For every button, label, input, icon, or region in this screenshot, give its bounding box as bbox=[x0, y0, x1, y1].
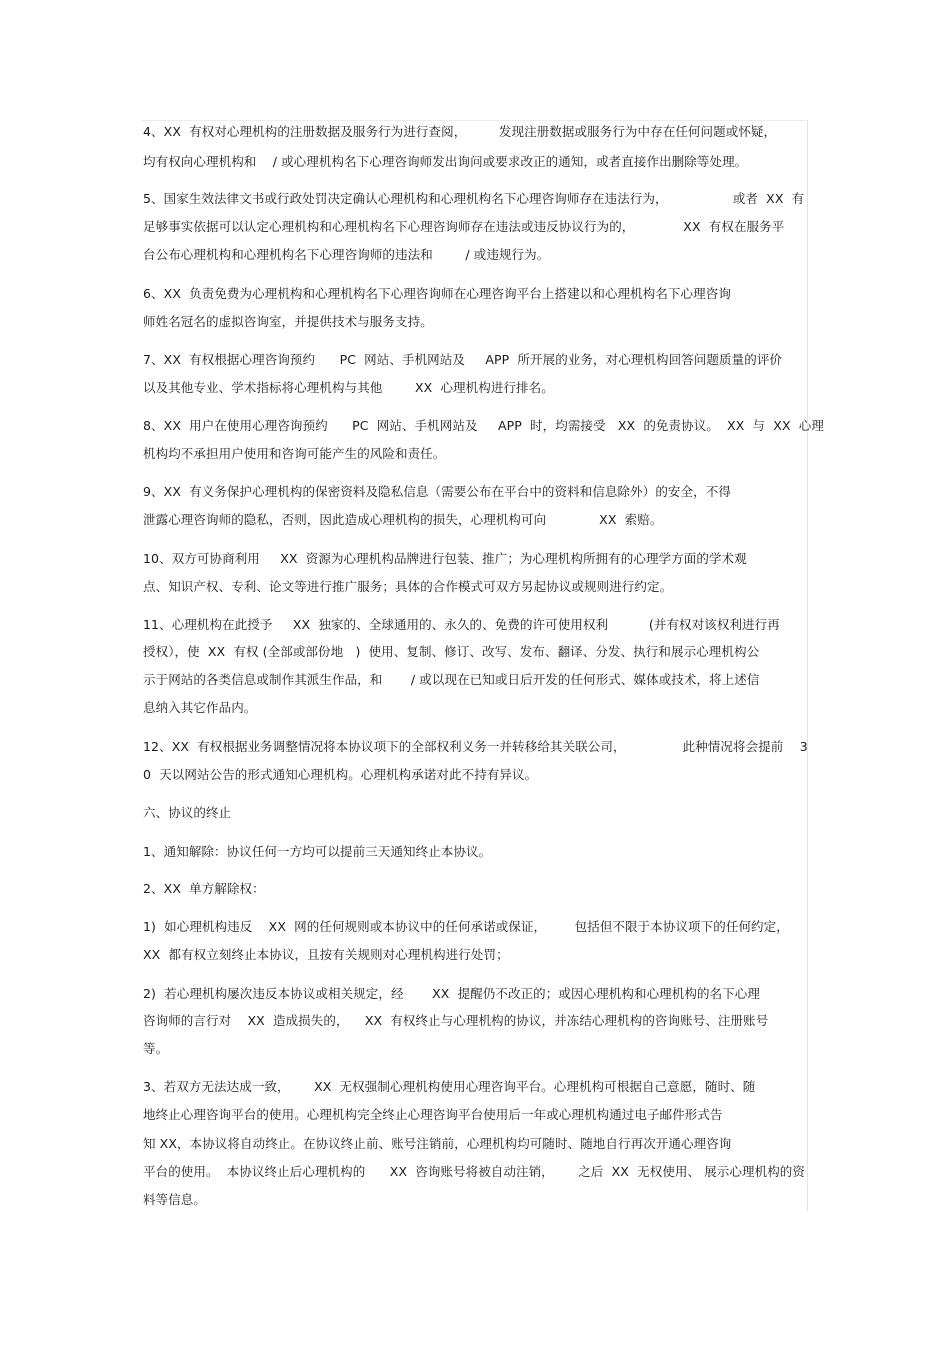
text-line: 知 XX，本协议将自动终止。在协议终止前、账号注销前，心理机构均可随时、随地自行再次开通心理咨询 bbox=[143, 1136, 732, 1151]
text-line: 1) 如心理机构违反 XX 网的任何规则或本协议中的任何承诺或保证， 包括但不限于本协议项下的任何约定， bbox=[143, 919, 789, 934]
text-line: 9、XX 有义务保护心理机构的保密资料及隐私信息（需要公布在平台中的资料和信息除外）的安全，不得 bbox=[143, 484, 731, 499]
text-line: 咨询师的言行对 XX 造成损失的， XX 有权终止与心理机构的协议，并冻结心理机构的咨询账号、注册账号 bbox=[143, 1013, 769, 1028]
text-line: 8、XX 用户在使用心理咨询预约 PC 网站、手机网站及 APP 时，均需接受 XX 的免责协议。 XX 与 XX 心理 bbox=[143, 418, 824, 433]
text-line: 6、XX 负责免费为心理机构和心理机构名下心理咨询师在心理咨询平台上搭建以和心理机构名下心理咨询 bbox=[143, 286, 731, 301]
text-line: 2、XX 单方解除权： bbox=[143, 881, 265, 896]
text-line: 7、XX 有权根据心理咨询预约 PC 网站、手机网站及 APP 所开展的业务，对心理机构回答问题质量的评价 bbox=[143, 352, 783, 367]
text-line: 料等信息。 bbox=[143, 1192, 207, 1207]
text-line: 示于网站的各类信息或制作其派生作品，和 / 或以现在已知或日后开发的任何形式、媒体或技术，将上述信 bbox=[143, 672, 760, 687]
text-line: 4、XX 有权对心理机构的注册数据及服务行为进行查阅， 发现注册数据或服务行为中存在任何问题或怀疑， bbox=[143, 124, 777, 139]
text-line: XX 都有权立刻终止本协议，且按有关规则对心理机构进行处罚； bbox=[143, 947, 509, 962]
text-line: 地终止心理咨询平台的使用。心理机构完全终止心理咨询平台使用后一年或心理机构通过电子邮件形式告 bbox=[143, 1107, 723, 1122]
text-line: 师姓名冠名的虚拟咨询室，并提供技术与服务支持。 bbox=[143, 314, 433, 329]
text-line: 平台的使用。 本协议终止后心理机构的 XX 咨询账号将被自动注销， 之后 XX 无权使用、 展示心理机构的资 bbox=[143, 1164, 805, 1179]
text-line: 点、知识产权、专利、论文等进行推广服务；具体的合作模式可双方另起协议或规则进行约定。 bbox=[143, 579, 673, 594]
text-line: 11、心理机构在此授予 XX 独家的、全球通用的、永久的、免费的许可使用权利 (并有权对该权利进行再 bbox=[143, 617, 780, 632]
text-line: 台公布心理机构和心理机构名下心理咨询师的违法和 / 或违规行为。 bbox=[143, 247, 550, 262]
text-line: 5、国家生效法律文书或行政处罚决定确认心理机构和心理机构名下心理咨询师存在违法行为， 或者 XX 有 bbox=[143, 191, 805, 206]
text-line: 足够事实依据可以认定心理机构和心理机构名下心理咨询师存在违法或违反协议行为的， XX 有权在服务平 bbox=[143, 219, 785, 234]
text-line: 以及其他专业、学术指标将心理机构与其他 XX 心理机构进行排名。 bbox=[143, 380, 554, 395]
text-line: 等。 bbox=[143, 1041, 169, 1056]
text-line: 0 天以网站公告的形式通知心理机构。心理机构承诺对此不持有异议。 bbox=[143, 767, 538, 782]
text-line: 3、若双方无法达成一致， XX 无权强制心理机构使用心理咨询平台。心理机构可根据自己意愿，随时、随 bbox=[143, 1079, 756, 1094]
text-line: 2) 若心理机构屡次违反本协议或相关规定，经 XX 提醒仍不改正的；或因心理机构和心理机构的名下心理 bbox=[143, 986, 760, 1001]
text-line: 泄露心理咨询师的隐私，否则，因此造成心理机构的损失，心理机构可向 XX 索赔。 bbox=[143, 512, 663, 527]
page-frame bbox=[141, 120, 808, 1211]
text-line: 1、通知解除：协议任何一方均可以提前三天通知终止本协议。 bbox=[143, 844, 492, 859]
section-heading: 六、协议的终止 bbox=[143, 805, 232, 820]
text-line: 息纳入其它作品内。 bbox=[143, 700, 257, 715]
text-line: 10、双方可协商利用 XX 资源为心理机构品牌进行包装、推广；为心理机构所拥有的心理学方面的学术观 bbox=[143, 551, 747, 566]
text-line: 授权），使 XX 有权 (全部或部份地 ) 使用、复制、修订、改写、发布、翻译、分发、执行和展示心理机构公 bbox=[143, 644, 760, 659]
text-line: 12、XX 有权根据业务调整情况将本协议项下的全部权利义务一并转移给其关联公司， 此种情况将会提前 3 bbox=[143, 739, 808, 754]
text-line: 机构均不承担用户使用和咨询可能产生的风险和责任。 bbox=[143, 446, 446, 461]
text-line: 均有权向心理机构和 / 或心理机构名下心理咨询师发出询问或要求改正的通知，或者直接作出删除等处理。 bbox=[143, 154, 748, 169]
